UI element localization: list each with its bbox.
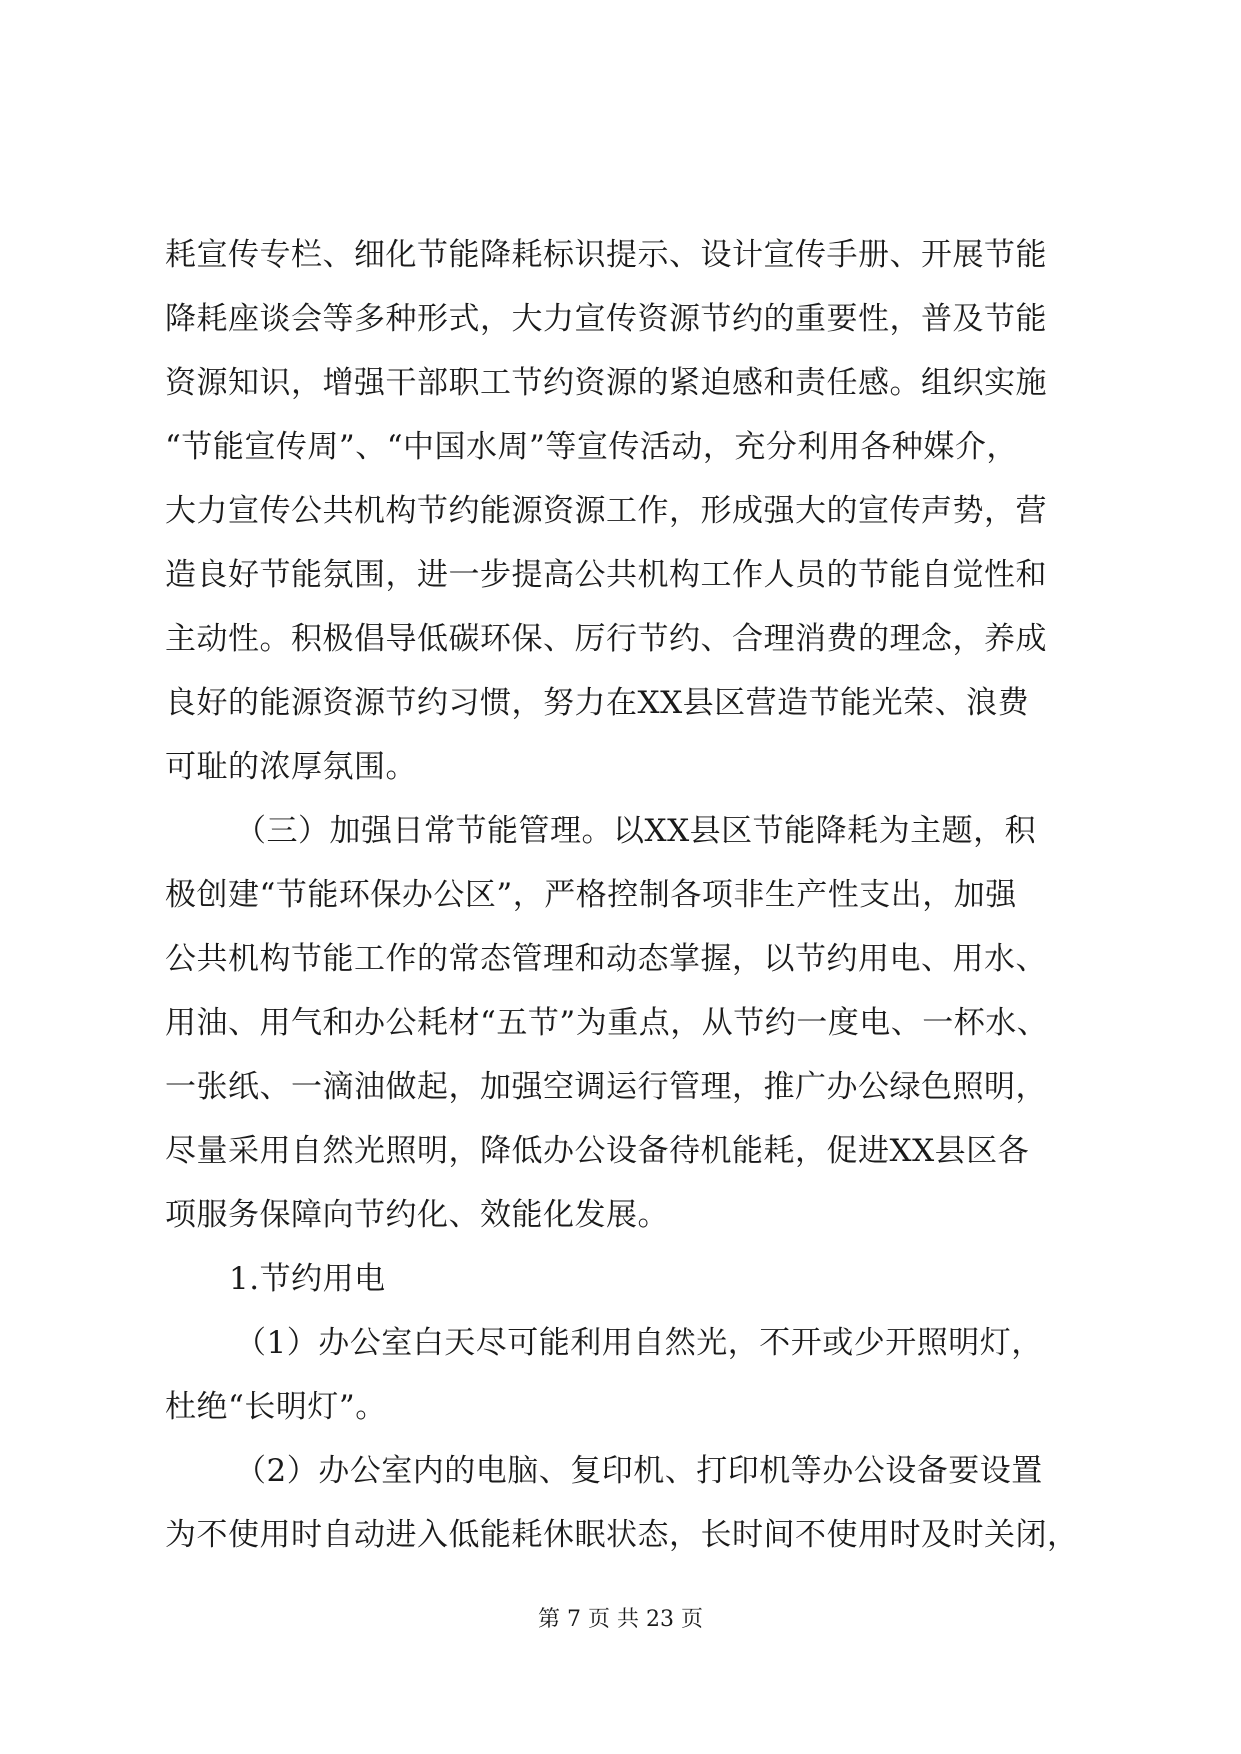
page-number-footer: 第 7 页 共 23 页 — [538, 1607, 703, 1632]
section-heading-line: （三）加强日常节能管理。以XX县区节能降耗为主题，积 — [235, 813, 1037, 849]
list-item-line: 为不使用时自动进入低能耗休眠状态，长时间不使用时及时关闭， — [165, 1517, 1079, 1553]
list-item-line: （1）办公室白天尽可能利用自然光，不开或少开照明灯， — [235, 1325, 1043, 1361]
paragraph-line: 资源知识，增强干部职工节约资源的紧迫感和责任感。组织实施 — [165, 365, 1047, 401]
paragraph-line: 降耗座谈会等多种形式，大力宣传资源节约的重要性，普及节能 — [165, 301, 1047, 337]
paragraph-line: 可耻的浓厚氛围。 — [165, 749, 417, 785]
paragraph-line: “节能宣传周”、“中国水周”等宣传活动，充分利用各种媒介， — [165, 429, 1018, 465]
paragraph-line: 尽量采用自然光照明，降低办公设备待机能耗，促进XX县区各 — [165, 1133, 1030, 1169]
paragraph-line: 耗宣传专栏、细化节能降耗标识提示、设计宣传手册、开展节能 — [165, 237, 1047, 273]
paragraph-line: 极创建“节能环保办公区”，严格控制各项非生产性支出，加强 — [165, 877, 1017, 913]
list-item-line: （2）办公室内的电脑、复印机、打印机等办公设备要设置 — [235, 1453, 1043, 1489]
paragraph-line: 公共机构节能工作的常态管理和动态掌握，以节约用电、用水、 — [165, 941, 1047, 977]
paragraph-line: 良好的能源资源节约习惯，努力在XX县区营造节能光荣、浪费 — [165, 685, 1030, 721]
paragraph-line: 用油、用气和办公耗材“五节”为重点，从节约一度电、一杯水、 — [165, 1005, 1049, 1041]
paragraph-line: 造良好节能氛围，进一步提高公共机构工作人员的节能自觉性和 — [165, 557, 1047, 593]
paragraph-line: 项服务保障向节约化、效能化发展。 — [165, 1197, 669, 1233]
paragraph-line: 主动性。积极倡导低碳环保、厉行节约、合理消费的理念，养成 — [165, 621, 1047, 657]
subsection-heading: 1.节约用电 — [229, 1261, 386, 1297]
paragraph-line: 大力宣传公共机构节约能源资源工作，形成强大的宣传声势，营 — [165, 493, 1047, 529]
list-item-line: 杜绝“长明灯”。 — [165, 1389, 387, 1425]
paragraph-line: 一张纸、一滴油做起，加强空调运行管理，推广办公绿色照明， — [165, 1069, 1047, 1105]
